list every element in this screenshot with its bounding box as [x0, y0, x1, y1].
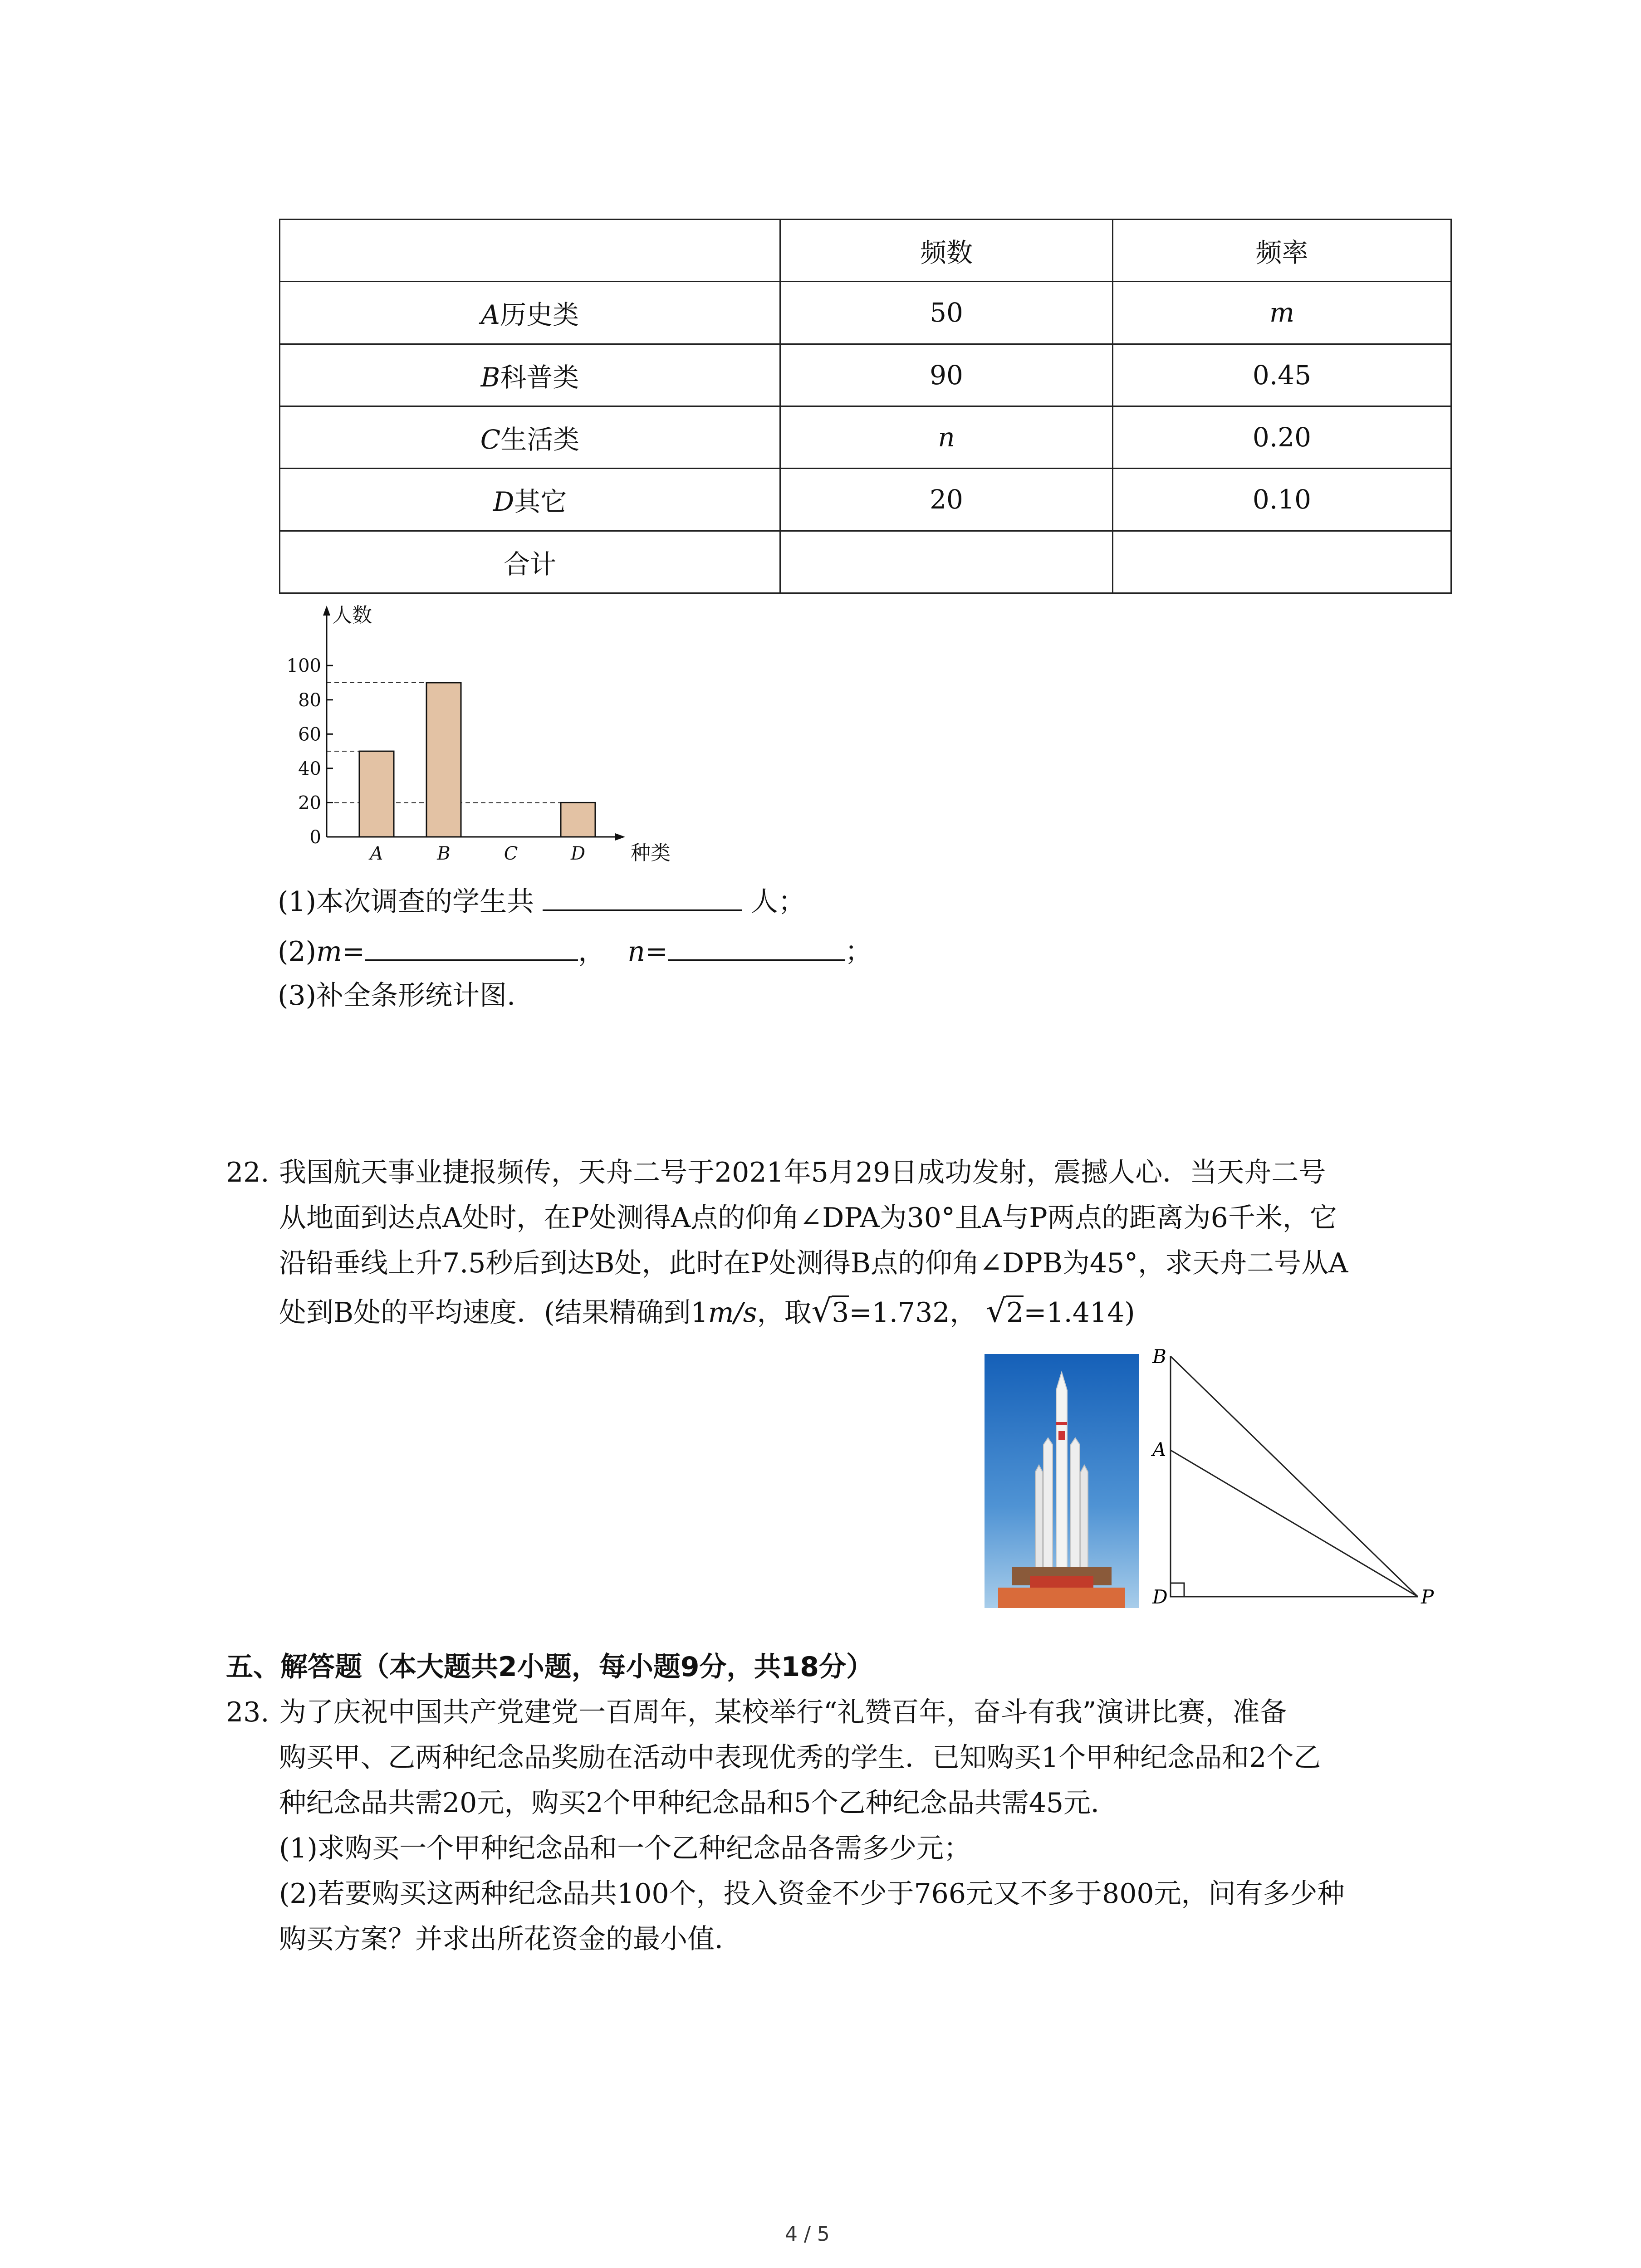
bar-A: [359, 751, 394, 837]
table-cell-category: A历史类: [280, 282, 780, 344]
q22-line1: 我国航天事业捷报频传，天舟二号于2021年5月29日成功发射，震撼人心．当天舟二号: [279, 1157, 1326, 1188]
y-tick-label: 20: [298, 792, 321, 814]
y-tick-label: 80: [298, 689, 321, 711]
table-cell-category: B科普类: [280, 344, 780, 406]
table-header-cell: 频数: [780, 220, 1113, 282]
bar-B: [426, 683, 461, 837]
y-axis-label: 人数: [332, 604, 372, 627]
table-row: [280, 469, 1451, 531]
table-header-row: [280, 220, 1451, 282]
label-P: P: [1421, 1586, 1434, 1608]
table-cell-rate: 0.45: [1113, 344, 1451, 406]
q21-part3: (3)补全条形统计图.: [278, 980, 516, 1012]
table-cell-frequency: [780, 531, 1113, 593]
table-cell-category: 合计: [280, 531, 780, 593]
answer-blank-n[interactable]: [668, 928, 845, 961]
bar-chart: [272, 592, 726, 882]
label-D: D: [1152, 1586, 1168, 1608]
x-tick-label: C: [504, 843, 518, 864]
chart-bars: [359, 683, 595, 837]
bar-D: [561, 802, 595, 837]
page-number: 4 / 5: [785, 2223, 830, 2246]
x-axis-label: 种类: [631, 841, 671, 865]
x-axis-arrow: [615, 833, 625, 841]
q22-line3: 沿铅垂线上升7.5秒后到达B处，此时在P处测得B点的仰角∠DPB为45°，求天舟二号从A: [279, 1247, 1348, 1279]
x-tick-label: D: [570, 843, 586, 864]
q21-part1: (1)本次调查的学生共 人；: [278, 878, 805, 924]
q23-line4: (1)求购买一个甲种纪念品和一个乙种纪念品各需多少元；: [279, 1833, 971, 1864]
section-title: 五、解答题（本大题共2小题，每小题9分，共18分）: [226, 1651, 873, 1683]
table-header-cell: [280, 220, 780, 282]
rocket-photo: [985, 1354, 1139, 1608]
question-number-23: 23.: [226, 1696, 269, 1728]
sqrt-icon: √: [986, 1292, 1007, 1330]
table-cell-rate: [1113, 531, 1451, 593]
chart-x-labels: [368, 843, 585, 864]
line-AP: [1171, 1450, 1418, 1597]
y-tick-label: 60: [298, 724, 321, 745]
table-row: [280, 282, 1451, 344]
sqrt-icon: √: [811, 1292, 832, 1330]
q23-line2: 购买甲、乙两种纪念品奖励在活动中表现优秀的学生．已知购买1个甲种纪念品和2个乙: [279, 1742, 1321, 1774]
q23-line6: 购买方案？并求出所花资金的最小值．: [279, 1923, 742, 1955]
table-cell-frequency: 20: [780, 469, 1113, 531]
table-cell-frequency: n: [780, 406, 1113, 468]
table-cell-frequency: 90: [780, 344, 1113, 406]
table-row: [280, 406, 1451, 468]
table-row: [280, 344, 1451, 406]
q22-line2: 从地面到达点A处时，在P处测得A点的仰角∠DPA为30°且A与P两点的距离为6千米，它: [279, 1202, 1337, 1234]
table-cell-rate: m: [1113, 282, 1451, 344]
answer-blank-total[interactable]: [543, 878, 742, 911]
y-axis-arrow: [323, 606, 330, 616]
table-header-cell: 频率: [1113, 220, 1451, 282]
right-angle-mark: [1171, 1583, 1184, 1597]
q22-line4: 处到B处的平均速度．(结果精确到1m/s，取√3=1.732， √2=1.414): [279, 1292, 1135, 1330]
y-tick-label: 0: [309, 827, 321, 848]
y-tick-label: 40: [298, 758, 321, 779]
q23-line3: 种纪念品共需20元，购买2个甲种纪念品和5个乙种纪念品共需45元．: [279, 1787, 1118, 1819]
table-cell-rate: 0.20: [1113, 406, 1451, 468]
label-A: A: [1152, 1438, 1166, 1461]
geometry-diagram: [1143, 1343, 1461, 1615]
question-number-22: 22.: [226, 1157, 269, 1188]
q23-line5: (2)若要购买这两种纪念品共100个，投入资金不少于766元又不多于800元，问有多少种: [279, 1878, 1345, 1910]
table-cell-frequency: 50: [780, 282, 1113, 344]
table-cell-category: D其它: [280, 469, 780, 531]
table-row-total: [280, 531, 1451, 593]
x-tick-label: B: [437, 843, 451, 864]
label-B: B: [1152, 1345, 1166, 1368]
answer-blank-m[interactable]: [365, 928, 578, 961]
table-cell-category: C生活类: [280, 406, 780, 468]
frequency-table: [279, 219, 1452, 594]
q23-line1: 为了庆祝中国共产党建党一百周年，某校举行“礼赞百年，奋斗有我”演讲比赛，准备: [279, 1696, 1287, 1728]
line-BP: [1171, 1356, 1418, 1597]
x-tick-label: A: [370, 843, 383, 864]
q21-part2: (2)m= ， n= ；: [278, 928, 872, 974]
table-cell-rate: 0.10: [1113, 469, 1451, 531]
y-tick-label: 100: [286, 655, 321, 677]
